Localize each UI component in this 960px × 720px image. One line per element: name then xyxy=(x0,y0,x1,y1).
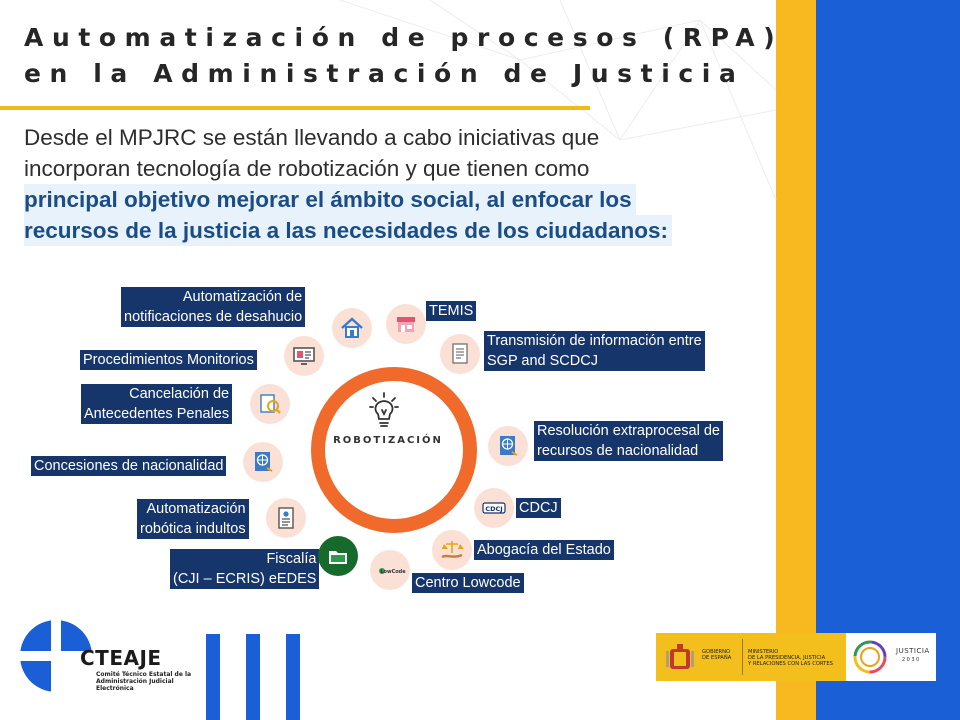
decorative-bar xyxy=(246,634,260,720)
justicia-word: JUSTICIA xyxy=(896,647,930,655)
title-underline xyxy=(0,106,590,110)
circle-transmision xyxy=(440,334,480,374)
justicia-2030-mark xyxy=(852,639,888,675)
circle-monitorios xyxy=(284,336,324,376)
accent-stripe-yellow xyxy=(776,0,816,720)
label-abogacia: Abogacía del Estado xyxy=(474,540,614,560)
label-cancelacion: Cancelación de Antecedentes Penales xyxy=(81,384,232,424)
robotization-diagram xyxy=(0,270,776,610)
intro-paragraph xyxy=(24,122,704,246)
intro-highlight-line-2: recursos de la justicia a las necesidades de los ciudadanos: xyxy=(24,215,672,246)
intro-line-1: Desde el MPJRC se están llevando a cabo iniciativas que xyxy=(24,125,600,150)
document-icon xyxy=(447,341,473,367)
page-title xyxy=(24,20,783,92)
monitor-icon xyxy=(291,343,317,369)
justicia-2030-logo xyxy=(846,633,936,681)
circle-resolucion xyxy=(488,426,528,466)
label-concesiones: Concesiones de nacionalidad xyxy=(31,456,226,476)
store-icon xyxy=(393,311,419,337)
cteaje-name: CTEAJE xyxy=(80,646,162,670)
center-label: ROBOTIZACIÓN xyxy=(333,435,443,446)
intro-line-2: incorporan tecnología de robotización y que tienen como xyxy=(24,156,590,181)
label-desahucio: Automatización de notificaciones de desahucio xyxy=(121,287,305,327)
circle-abogacia xyxy=(432,530,472,570)
coat-of-arms-icon xyxy=(664,641,696,673)
globe-document-icon xyxy=(495,433,521,459)
cteaje-logo xyxy=(20,620,200,696)
label-fiscalia: Fiscalía (CJI – ECRIS) eEDES xyxy=(170,549,319,589)
circle-fiscalia xyxy=(318,536,358,576)
circle-indultos xyxy=(266,498,306,538)
scales-badge-icon xyxy=(481,495,507,521)
decorative-bars xyxy=(206,634,300,720)
gobierno-divider xyxy=(742,639,743,675)
circle-temis xyxy=(386,304,426,344)
lowcode-icon xyxy=(377,557,406,583)
justicia-year: 2030 xyxy=(902,657,921,663)
hand-scales-icon xyxy=(439,537,465,563)
label-monitorios: Procedimientos Monitorios xyxy=(80,350,257,370)
folder-icon xyxy=(325,543,351,569)
robotization-ring xyxy=(306,362,482,538)
accent-stripe-blue xyxy=(816,0,960,720)
globe-document-icon xyxy=(250,449,276,475)
label-resolucion: Resolución extraprocesal de recursos de nacionalidad xyxy=(534,421,723,461)
circle-cdcj xyxy=(474,488,514,528)
circle-lowcode xyxy=(370,550,410,590)
circle-cancelacion xyxy=(250,384,290,424)
label-indultos: Automatización robótica indultos xyxy=(137,499,249,539)
magnifier-document-icon xyxy=(257,391,283,417)
cteaje-subtitle: Comité Técnico Estatal de la Administración Judicial Electrónica xyxy=(96,671,192,692)
intro-highlight-line-1: principal objetivo mejorar el ámbito social, al enfocar los xyxy=(24,184,636,215)
label-cdcj: CDCJ xyxy=(516,498,561,518)
house-icon xyxy=(339,315,365,341)
cdcj-icon-text: CDCJ xyxy=(485,505,503,513)
lightbulb-icon xyxy=(368,390,400,430)
label-temis: TEMIS xyxy=(426,301,476,321)
decorative-bar xyxy=(286,634,300,720)
lowcode-icon-text: LowCode xyxy=(380,569,406,575)
ministerio-text: MINISTERIO DE LA PRESIDENCIA, JUSTICIA Y RELACIONES CON LAS CORTES xyxy=(748,649,833,667)
decorative-bar xyxy=(206,634,220,720)
title-line-2: en la Administración de Justicia xyxy=(24,59,745,88)
gobierno-logo xyxy=(656,633,846,681)
circle-desahucio xyxy=(332,308,372,348)
id-card-icon xyxy=(273,505,299,531)
title-line-1: Automatización de procesos (RPA) xyxy=(24,23,784,52)
gobierno-text: GOBIERNO DE ESPAÑA xyxy=(702,649,732,661)
circle-concesiones xyxy=(243,442,283,482)
label-transmision: Transmisión de información entre SGP and SCDCJ xyxy=(484,331,705,371)
label-lowcode: Centro Lowcode xyxy=(412,573,524,593)
